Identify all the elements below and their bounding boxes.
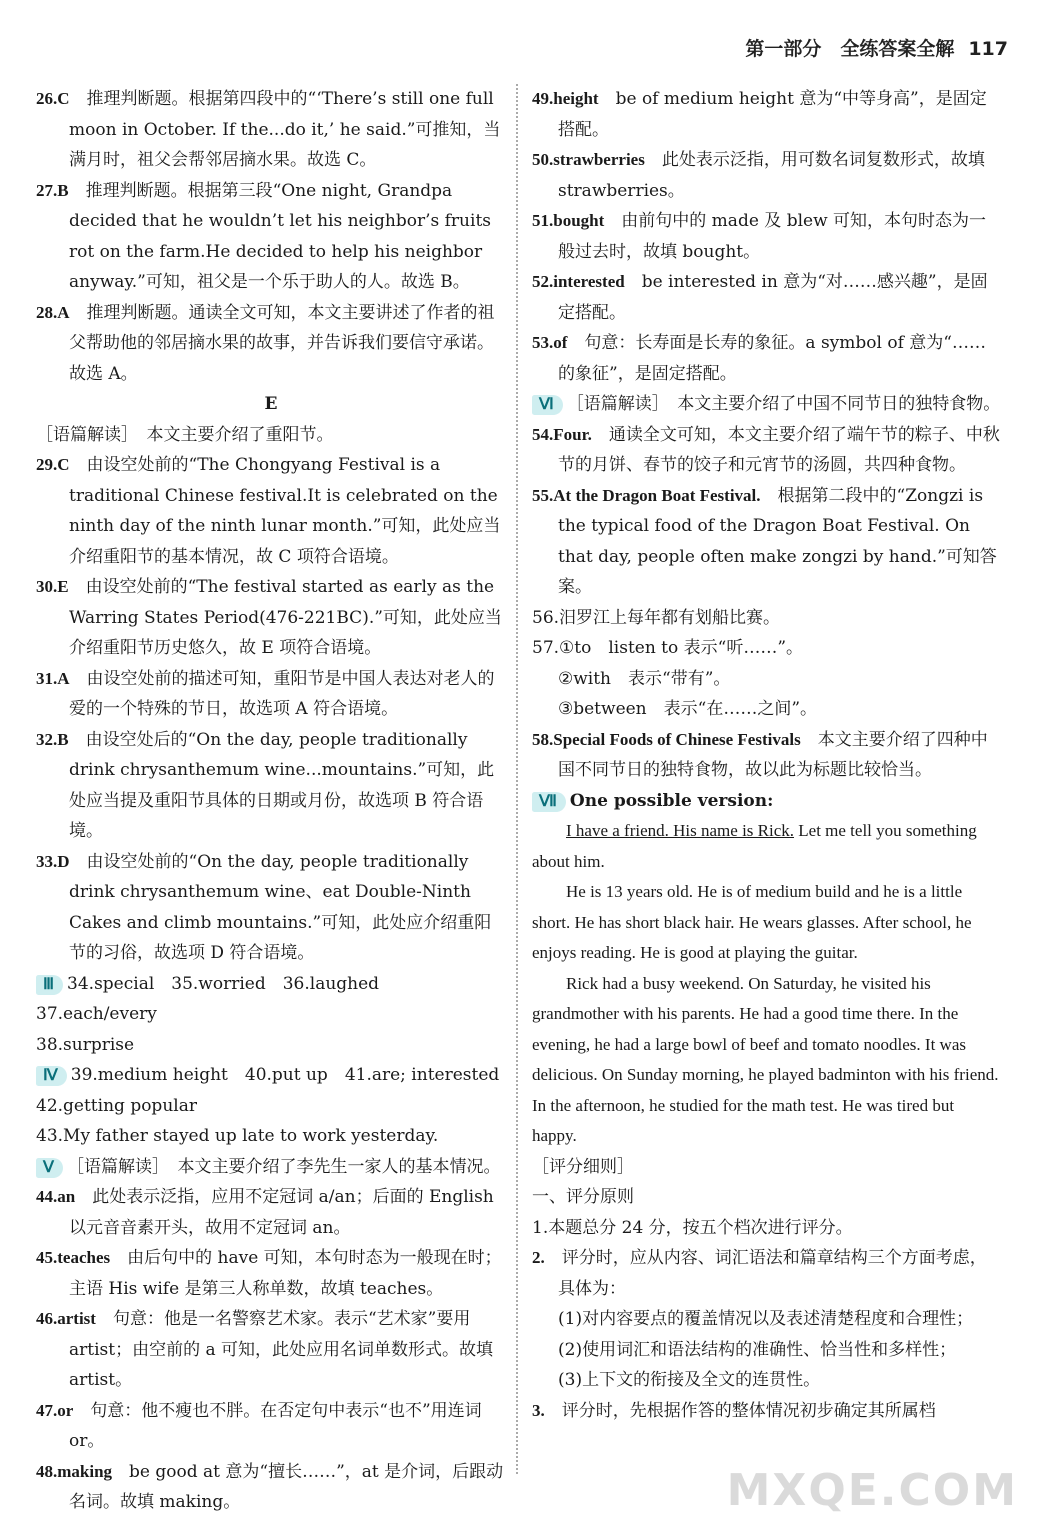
answer-entry xyxy=(36,1304,506,1396)
answer-explanation: 评分时，先根据作答的整体情况初步确定其所属档 xyxy=(544,1400,936,1421)
answer-key: 52.interested xyxy=(532,272,625,291)
answer-key: 50.strawberries xyxy=(532,150,645,169)
section-line xyxy=(36,1060,506,1091)
answer-entry xyxy=(532,725,1002,786)
answer-key: 2. xyxy=(532,1248,545,1267)
answer-explanation: 推理判断题。通读全文可知，本文主要讲述了作者的祖父帮助他的邻居摘水果的故事，并告诉我们要信守承诺。故选 A。 xyxy=(69,302,495,384)
text-line: 42.getting popular xyxy=(36,1095,197,1116)
answer-key: 33.D xyxy=(36,851,70,871)
text-line: 一、评分原则 xyxy=(532,1187,634,1207)
answer-key: 32.B xyxy=(36,729,69,749)
answer-entry xyxy=(532,84,1002,145)
left-column xyxy=(36,84,506,1518)
answer-explanation: be interested in 意为“对……感兴趣”，是固定搭配。 xyxy=(558,272,988,323)
section-text: 39.medium height 40.put up 41.are; interested xyxy=(70,1065,500,1085)
text-line: (1)对内容要点的覆盖情况以及表述清楚程度和合理性； xyxy=(558,1309,974,1329)
answer-explanation: 通读全文可知，本文主要介绍了端午节的粽子、中秋节的月饼、春节的饺子和元宵节的汤圆，共四种食物。 xyxy=(558,424,1000,475)
page-number: 117 xyxy=(968,38,1008,60)
answer-explanation: 句意：他不瘦也不胖。在否定句中表示“也不”用连词 or。 xyxy=(69,1400,482,1451)
answer-entry xyxy=(532,1396,1002,1427)
section-badge: Ⅴ xyxy=(36,1158,63,1178)
answer-entry xyxy=(36,176,506,298)
answer-explanation: 根据第二段中的“Zongzi is the typical food of the Dragon Boat Festival. On that day, people often make zongzi by hand.”可知答案。 xyxy=(558,485,997,597)
answer-entry xyxy=(532,420,1002,481)
section-badge: Ⅵ xyxy=(532,395,563,415)
essay-text: Let me tell you something about him. xyxy=(532,821,977,871)
section-text: ［语篇解读］ 本文主要介绍了李先生一家人的基本情况。 xyxy=(66,1156,501,1177)
text-line: 1.本题总分 24 分，按五个档次进行评分。 xyxy=(532,1217,853,1238)
section-line xyxy=(36,969,506,1030)
text-line: 43.My father stayed up late to work yesterday. xyxy=(36,1126,439,1146)
answer-entry xyxy=(36,572,506,664)
section-line xyxy=(36,1152,506,1183)
answer-explanation: 句意：长寿面是长寿的象征。a symbol of 意为“……的象征”，是固定搭配。 xyxy=(558,333,986,384)
answer-key: 30.E xyxy=(36,577,69,596)
header-section: 第一部分 全练答案全解 xyxy=(745,38,955,60)
answer-explanation: 此处表示泛指，应用不定冠词 a/an；后面的 English 以元音音素开头，故用不定冠词 an。 xyxy=(69,1187,494,1238)
text-line: 56.汨罗江上每年都有划船比赛。 xyxy=(532,607,781,628)
answer-explanation: 推理判断题。根据第四段中的“‘There’s still one full moon in October. If the...do it,’ he said.”可推知，当满月时，祖父会帮邻居摘水果。故选 C。 xyxy=(69,89,501,170)
essay-paragraph: Rick had a busy weekend. On Saturday, he visited his grandmother with his parents. He had a good time there. In the evening, he had a large bowl of beef and tomato noodles. It was delicious. On Sunday morning, he played badminton with his friend. In the afternoon, he studied for the math test. He was tired but happy. xyxy=(532,973,999,1145)
answer-explanation: 由设空处前的“The festival started as early as the Warring States Period(476-221BC).”可知，此处应当介绍重阳节历史悠久，故 E 项符合语境。 xyxy=(68,577,502,658)
text-line: 57.①to listen to 表示“听……”。 xyxy=(532,638,804,658)
answer-entry xyxy=(532,206,1002,267)
answer-explanation: be of medium height 意为“中等身高”，是固定搭配。 xyxy=(558,89,987,140)
section-text: ［语篇解读］ 本文主要介绍了中国不同节日的独特食物。 xyxy=(566,394,1001,414)
column-divider xyxy=(516,84,518,1474)
answer-key: 47.or xyxy=(36,1400,74,1420)
text-line: ［评分细则］ xyxy=(532,1156,634,1177)
answer-explanation: 此处表示泛指，用可数名词复数形式，故填 strawberries。 xyxy=(558,150,985,201)
answer-entry xyxy=(36,450,506,572)
answer-explanation: 由设空处前的描述可知，重阳节是中国人表达对老人的爱的一个特殊的节日，故选项 A 符合语境。 xyxy=(69,668,495,719)
essay-paragraph: He is 13 years old. He is of medium build and he is a little short. He has short black hair. He wears glasses. After school, he enjoys reading. He is good at playing the guitar. xyxy=(532,882,972,962)
answer-key: 27.B xyxy=(36,180,69,200)
section-line xyxy=(532,389,1002,420)
essay-paragraph xyxy=(532,816,1002,877)
answer-key: 45.teaches xyxy=(36,1248,111,1267)
answer-entry xyxy=(36,1243,506,1304)
answer-key: 49.height xyxy=(532,89,599,108)
section-heading: E xyxy=(264,394,278,414)
answer-explanation: 推理判断题。根据第三段“One night, Grandpa decided that he wouldn’t let his neighbor’s fruits rot on the farm.He decided to help his neighbor anyway.”可知，祖父是一个乐于助人的人。故选 B。 xyxy=(68,180,491,292)
answer-key: 55.At the Dragon Boat Festival. xyxy=(532,485,761,505)
answer-explanation: 句意：他是一名警察艺术家。表示“艺术家”要用 artist；由空前的 a 可知，此处应用名词单数形式。故填 artist。 xyxy=(69,1309,494,1390)
answer-key: 53.of xyxy=(532,333,568,352)
answer-explanation: 评分时，应从内容、词汇语法和篇章结构三个方面考虑，具体为： xyxy=(544,1248,987,1299)
answer-entry xyxy=(532,328,1002,389)
answer-explanation: 由设空处前的“On the day, people traditionally drink chrysanthemum wine、eat Double-Ninth Cakes and climb mountains.”可知，此处应介绍重阳节的习俗，故选项 D 符合语境。 xyxy=(69,851,492,963)
right-column xyxy=(532,84,1002,1426)
answer-entry xyxy=(36,298,506,390)
answer-entry xyxy=(532,267,1002,328)
text-line: 38.surprise xyxy=(36,1034,135,1055)
answer-entry xyxy=(36,847,506,969)
answer-key: 26.C xyxy=(36,89,70,108)
answer-key: 58.Special Foods of Chinese Festivals xyxy=(532,729,801,749)
answer-entry xyxy=(36,1396,506,1457)
text-line: (3)上下文的衔接及全文的连贯性。 xyxy=(558,1370,821,1390)
answer-key: 48.making xyxy=(36,1461,113,1481)
answer-explanation: 由后句中的 have 可知，本句时态为一般现在时；主语 His wife 是第三人称单数，故填 teaches。 xyxy=(69,1248,502,1299)
answer-key: 3. xyxy=(532,1400,545,1420)
section-badge: Ⅲ xyxy=(36,975,63,995)
text-line: ③between 表示“在……之间”。 xyxy=(558,699,818,719)
section-badge: Ⅳ xyxy=(36,1066,67,1086)
page-header xyxy=(745,34,1008,61)
section-text: One possible version: xyxy=(569,790,774,811)
answer-explanation: be good at 意为“擅长……”，at 是介词，后跟动名词。故填 making。 xyxy=(69,1461,504,1512)
answer-key: 46.artist xyxy=(36,1309,96,1328)
section-text: 34.special 35.worried 36.laughed 37.each/every xyxy=(36,973,397,1024)
answer-key: 44.an xyxy=(36,1187,76,1206)
text-line: (2)使用词汇和语法结构的准确性、恰当性和多样性； xyxy=(558,1339,957,1360)
answer-entry xyxy=(36,725,506,847)
answer-explanation: 由设空处前的“The Chongyang Festival is a traditional Chinese festival.It is celebrated on the ninth day of the ninth lunar month.”可知，此处应当介绍重阳节的基本情况，故 C 项符合语境。 xyxy=(69,455,501,567)
answer-key: 54.Four. xyxy=(532,424,592,444)
answer-entry xyxy=(532,145,1002,206)
text-line: ②with 表示“带有”。 xyxy=(558,668,731,689)
text-line: ［语篇解读］ 本文主要介绍了重阳节。 xyxy=(36,424,334,445)
answer-explanation: 由设空处后的“On the day, people traditionally drink chrysanthemum wine...mountains.”可知，此处应当提及重阳节具体的日期或月份，故选项 B 符合语境。 xyxy=(68,729,495,841)
answer-entry xyxy=(36,1182,506,1243)
section-line xyxy=(532,786,1002,817)
answer-key: 28.A xyxy=(36,302,70,322)
answer-entry xyxy=(36,664,506,725)
answer-explanation: 由前句中的 made 及 blew 可知，本句时态为一般过去时，故填 bought。 xyxy=(558,211,987,262)
answer-key: 29.C xyxy=(36,455,70,474)
answer-entry xyxy=(532,1243,1002,1304)
answer-entry xyxy=(36,1457,506,1518)
answer-entry xyxy=(532,481,1002,603)
answer-entry xyxy=(36,84,506,176)
answer-key: 31.A xyxy=(36,668,70,688)
section-badge: Ⅶ xyxy=(532,792,566,812)
answer-explanation: 本文主要介绍了四种中国不同节日的独特食物，故以此为标题比较恰当。 xyxy=(558,729,988,780)
answer-key: 51.bought xyxy=(532,211,605,230)
watermark-logo: MXQE.COM xyxy=(726,1465,1018,1516)
essay-topic-sentence: I have a friend. His name is Rick. xyxy=(566,821,795,840)
